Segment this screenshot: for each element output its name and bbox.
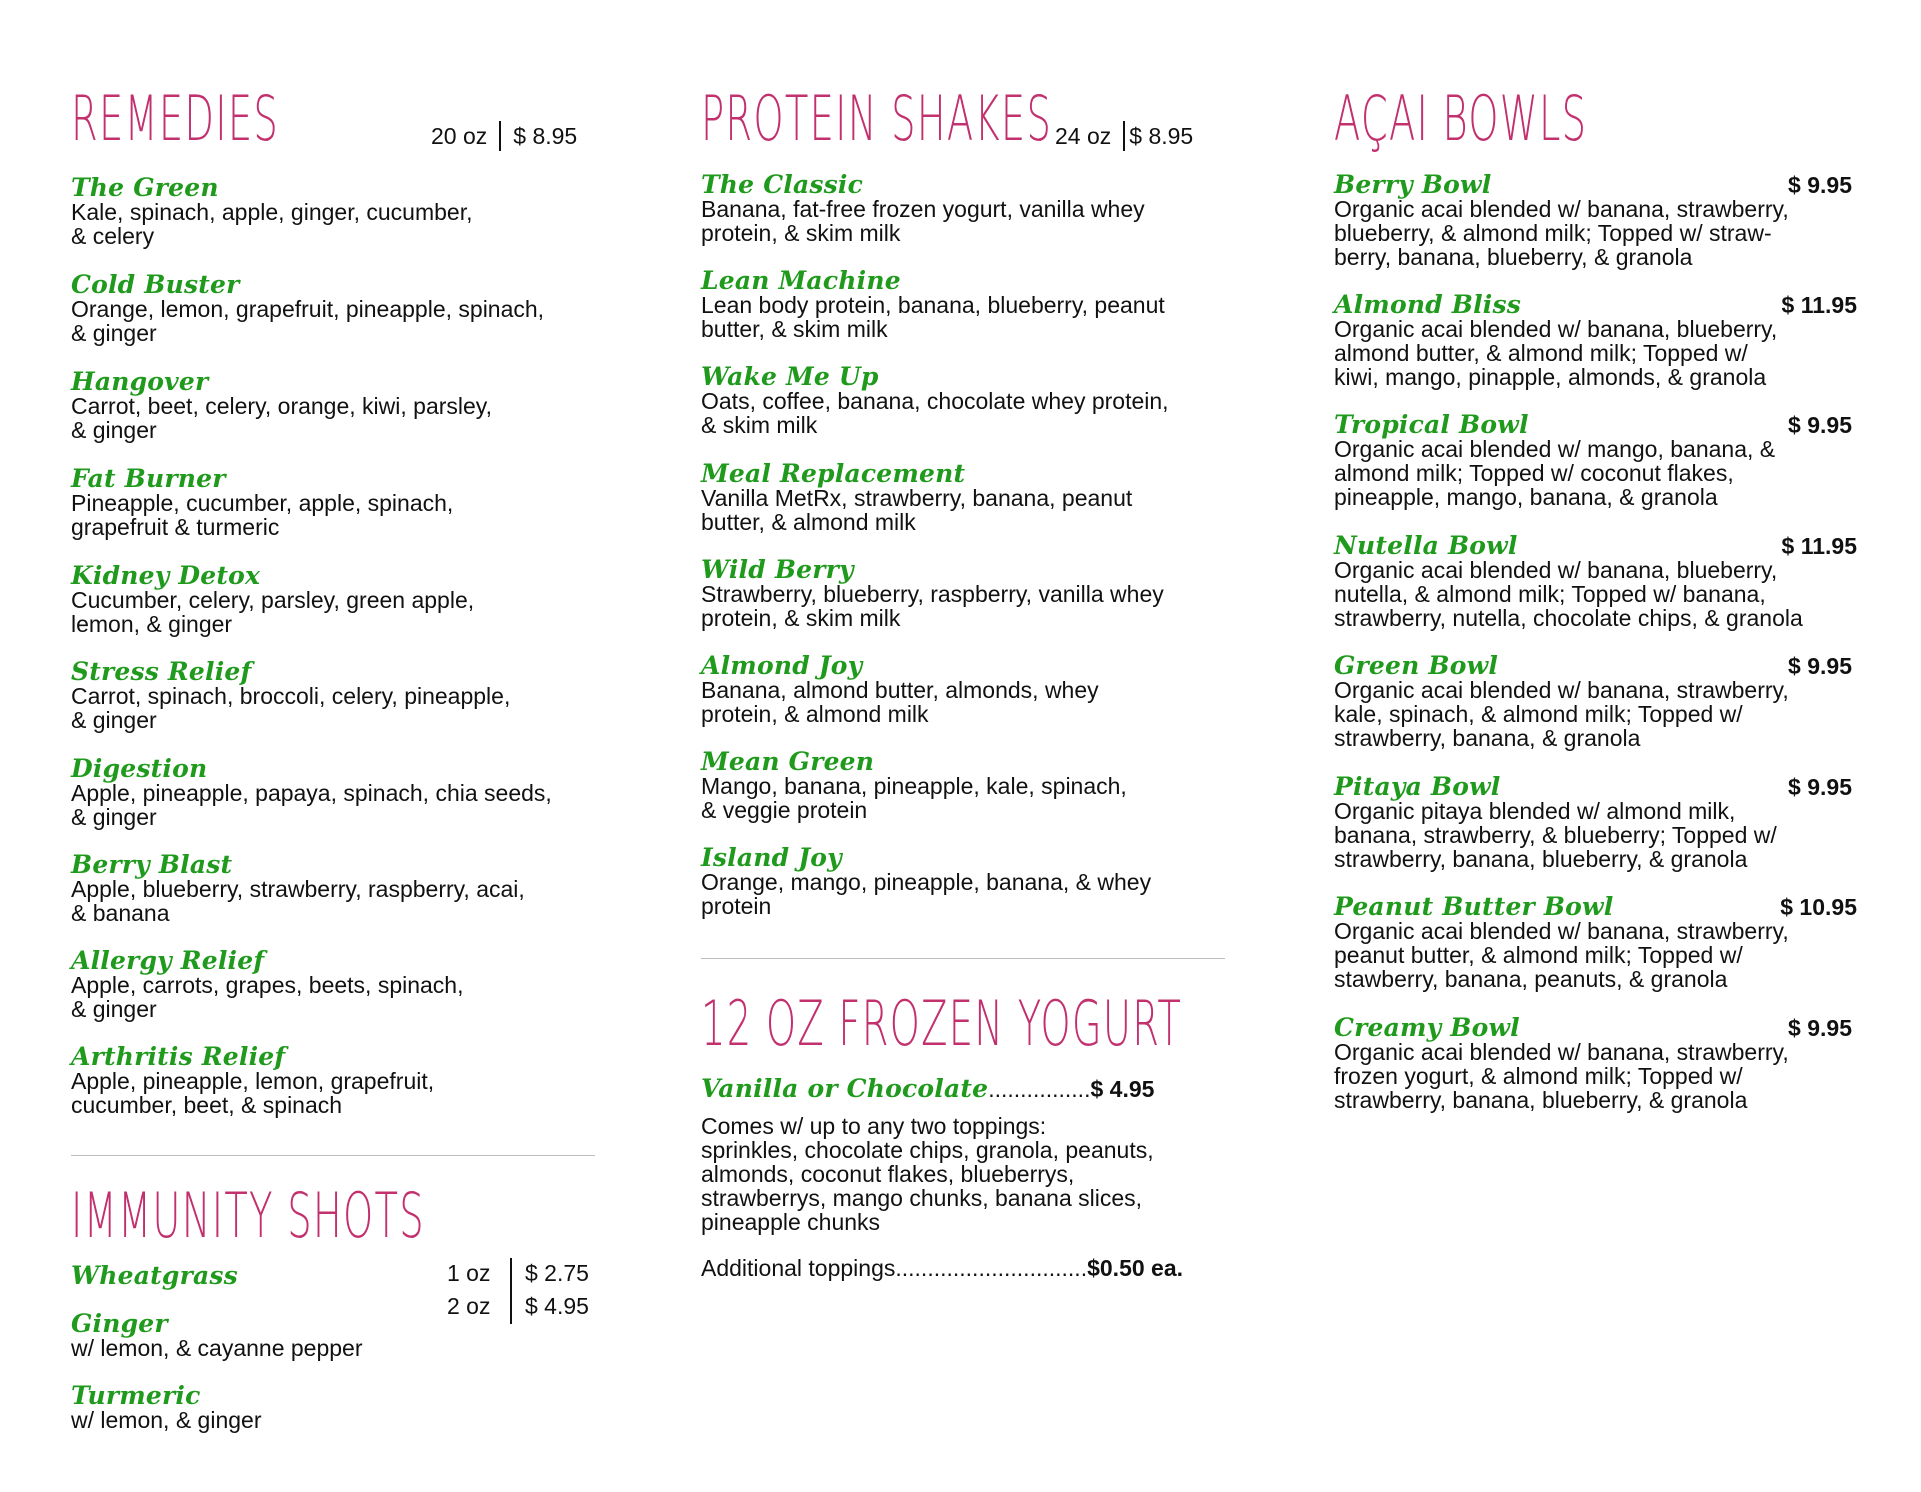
bowl-desc: Organic acai blended w/ banana, strawberry, peanut butter, & almond milk; Topped w/ stawberry, banana, peanuts, & granola bbox=[1334, 918, 1789, 992]
remedy-item bbox=[71, 563, 591, 636]
bowl-item bbox=[1334, 292, 1857, 389]
bowl-price: $ 9.95 bbox=[1788, 172, 1852, 198]
bowl-item bbox=[1334, 1015, 1852, 1112]
remedy-name: Digestion bbox=[71, 754, 208, 783]
additional-toppings-row bbox=[701, 1255, 1183, 1282]
immunity-title: IMMUNITY SHOTS bbox=[71, 1179, 425, 1252]
remedy-item bbox=[71, 852, 591, 925]
immunity-price-1: $ 2.75 bbox=[525, 1260, 589, 1286]
remedies-separator bbox=[499, 121, 501, 151]
acai-title: AÇAI BOWLS bbox=[1334, 82, 1588, 155]
shot-name: Turmeric bbox=[71, 1381, 201, 1410]
remedy-item bbox=[71, 948, 591, 1021]
shake-desc: Banana, almond butter, almonds, whey protein, & almond milk bbox=[701, 677, 1099, 727]
shake-desc: Banana, fat-free frozen yogurt, vanilla whey protein, & skim milk bbox=[701, 196, 1145, 246]
bowl-name: Almond Bliss bbox=[1334, 290, 1522, 319]
shake-name: Island Joy bbox=[701, 843, 842, 872]
shake-name: Lean Machine bbox=[701, 266, 901, 295]
bowl-item bbox=[1334, 894, 1857, 991]
immunity-size-1: 1 oz bbox=[447, 1260, 491, 1286]
remedy-desc: Apple, pineapple, papaya, spinach, chia seeds, & ginger bbox=[71, 780, 552, 830]
bowl-name: Pitaya Bowl bbox=[1334, 772, 1501, 801]
remedy-desc: Apple, pineapple, lemon, grapefruit, cucumber, beet, & spinach bbox=[71, 1068, 435, 1118]
remedy-name: Allergy Relief bbox=[71, 946, 265, 975]
remedy-name: Fat Burner bbox=[71, 464, 226, 493]
shake-desc: Orange, mango, pineapple, banana, & whey protein bbox=[701, 869, 1152, 919]
shake-name: Meal Replacement bbox=[701, 459, 966, 488]
additional-toppings-price: $0.50 ea. bbox=[1087, 1255, 1184, 1281]
bowl-name: Creamy Bowl bbox=[1334, 1013, 1520, 1042]
remedy-item bbox=[71, 272, 591, 345]
remedies-price: $ 8.95 bbox=[513, 122, 578, 149]
shake-item bbox=[701, 749, 1221, 822]
remedy-desc: Apple, blueberry, strawberry, raspberry, acai, & banana bbox=[71, 876, 525, 926]
additional-toppings-label: Additional toppings bbox=[701, 1255, 896, 1281]
bowl-price: $ 9.95 bbox=[1788, 774, 1852, 800]
remedy-name: Arthritis Relief bbox=[71, 1042, 286, 1071]
remedy-desc: Orange, lemon, grapefruit, pineapple, spinach, & ginger bbox=[71, 296, 545, 346]
yogurt-toppings-text: Comes w/ up to any two toppings: sprinkles, chocolate chips, granola, peanuts, almonds, coconut flakes, blueberrys, strawberrys, mango chunks, banana slices, pineapple chunks bbox=[701, 1113, 1154, 1235]
remedy-item bbox=[71, 756, 591, 829]
protein-title: PROTEIN SHAKES bbox=[701, 82, 1053, 155]
yogurt-item-dots: ................ bbox=[988, 1076, 1091, 1102]
remedy-name: Kidney Detox bbox=[71, 561, 261, 590]
shake-desc: Strawberry, blueberry, raspberry, vanilla whey protein, & skim milk bbox=[701, 581, 1164, 631]
yogurt-item-row bbox=[701, 1076, 1154, 1103]
bowl-price: $ 11.95 bbox=[1781, 292, 1857, 318]
additional-toppings-dots: .............................. bbox=[895, 1255, 1088, 1281]
remedies-size: 20 oz bbox=[431, 122, 488, 149]
shake-name: Mean Green bbox=[701, 747, 875, 776]
shake-item bbox=[701, 268, 1221, 341]
bowl-item bbox=[1334, 653, 1852, 750]
remedy-name: Berry Blast bbox=[71, 850, 233, 879]
remedy-name: The Green bbox=[71, 173, 219, 202]
remedy-desc: Cucumber, celery, parsley, green apple, lemon, & ginger bbox=[71, 587, 475, 637]
shake-item bbox=[701, 461, 1221, 534]
immunity-size-2: 2 oz bbox=[447, 1293, 491, 1319]
shake-name: Wake Me Up bbox=[701, 362, 879, 391]
shot-desc: w/ lemon, & cayanne pepper bbox=[71, 1335, 363, 1361]
shake-item bbox=[701, 364, 1221, 437]
shot-item bbox=[71, 1311, 591, 1360]
remedy-item bbox=[71, 369, 591, 442]
shake-desc: Vanilla MetRx, strawberry, banana, peanut butter, & almond milk bbox=[701, 485, 1133, 535]
shake-item bbox=[701, 845, 1221, 918]
bowl-price: $ 9.95 bbox=[1788, 653, 1852, 679]
shake-item bbox=[701, 172, 1221, 245]
protein-price: $ 8.95 bbox=[1129, 122, 1194, 149]
bowl-name: Berry Bowl bbox=[1334, 170, 1492, 199]
yogurt-item-name: Vanilla or Chocolate bbox=[701, 1074, 989, 1103]
bowl-desc: Organic acai blended w/ banana, strawberry, kale, spinach, & almond milk; Topped w/ strawberry, banana, & granola bbox=[1334, 677, 1789, 751]
protein-size-price bbox=[1055, 121, 1193, 151]
shot-name: Ginger bbox=[71, 1309, 168, 1338]
bowl-item bbox=[1334, 412, 1852, 509]
remedy-desc: Carrot, spinach, broccoli, celery, pineapple, & ginger bbox=[71, 683, 511, 733]
remedy-item bbox=[71, 1044, 591, 1117]
protein-size: 24 oz bbox=[1055, 122, 1112, 149]
bowl-name: Green Bowl bbox=[1334, 651, 1499, 680]
remedy-item bbox=[71, 659, 591, 732]
bowl-item bbox=[1334, 774, 1852, 871]
bowl-price: $ 9.95 bbox=[1788, 1015, 1852, 1041]
remedy-desc: Carrot, beet, celery, orange, kiwi, parsley, & ginger bbox=[71, 393, 492, 443]
bowl-name: Peanut Butter Bowl bbox=[1334, 892, 1614, 921]
remedy-desc: Kale, spinach, apple, ginger, cucumber, & celery bbox=[71, 199, 473, 249]
shake-name: Almond Joy bbox=[701, 651, 863, 680]
bowl-desc: Organic acai blended w/ banana, strawberry, frozen yogurt, & almond milk; Topped w/ strawberry, banana, blueberry, & granola bbox=[1334, 1039, 1789, 1113]
shake-item bbox=[701, 653, 1221, 726]
remedies-divider bbox=[71, 1155, 595, 1156]
bowl-name: Nutella Bowl bbox=[1334, 531, 1518, 560]
shot-name: Wheatgrass bbox=[71, 1261, 238, 1290]
bowl-item bbox=[1334, 172, 1852, 269]
shake-desc: Lean body protein, banana, blueberry, peanut butter, & skim milk bbox=[701, 292, 1165, 342]
shake-name: Wild Berry bbox=[701, 555, 854, 584]
bowl-desc: Organic acai blended w/ banana, blueberry, almond butter, & almond milk; Topped w/ kiwi, mango, pinapple, almonds, & granola bbox=[1334, 316, 1778, 390]
remedy-desc: Apple, carrots, grapes, beets, spinach, & ginger bbox=[71, 972, 464, 1022]
remedy-item bbox=[71, 175, 591, 248]
immunity-price-2: $ 4.95 bbox=[525, 1293, 589, 1319]
bowl-price: $ 9.95 bbox=[1788, 412, 1852, 438]
bowl-desc: Organic pitaya blended w/ almond milk, banana, strawberry, & blueberry; Topped w/ strawberry, banana, blueberry, & granola bbox=[1334, 798, 1777, 872]
remedy-item bbox=[71, 466, 591, 539]
shake-item bbox=[701, 557, 1221, 630]
shake-name: The Classic bbox=[701, 170, 864, 199]
yogurt-item-price: $ 4.95 bbox=[1090, 1076, 1155, 1102]
shot-item bbox=[71, 1263, 591, 1288]
remedy-name: Hangover bbox=[71, 367, 209, 396]
bowl-desc: Organic acai blended w/ banana, blueberry, nutella, & almond milk; Topped w/ banana, strawberry, nutella, chocolate chips, & granola bbox=[1334, 557, 1803, 631]
protein-separator bbox=[1123, 121, 1125, 151]
shake-desc: Mango, banana, pineapple, kale, spinach, & veggie protein bbox=[701, 773, 1127, 823]
remedy-name: Stress Relief bbox=[71, 657, 252, 686]
remedies-title: REMEDIES bbox=[71, 82, 280, 155]
bowl-price: $ 11.95 bbox=[1781, 533, 1857, 559]
bowl-price: $ 10.95 bbox=[1780, 894, 1857, 920]
yogurt-title: 12 OZ FROZEN YOGURT bbox=[701, 987, 1183, 1060]
remedies-size-price bbox=[431, 121, 577, 151]
shot-desc: w/ lemon, & ginger bbox=[71, 1407, 262, 1433]
remedy-name: Cold Buster bbox=[71, 270, 240, 299]
bowl-desc: Organic acai blended w/ banana, strawberry, blueberry, & almond milk; Topped w/ straw- berry, banana, blueberry, & granola bbox=[1334, 196, 1789, 270]
shot-item bbox=[71, 1383, 591, 1432]
bowl-desc: Organic acai blended w/ mango, banana, & almond milk; Topped w/ coconut flakes, pineapple, mango, banana, & granola bbox=[1334, 436, 1776, 510]
remedy-desc: Pineapple, cucumber, apple, spinach, grapefruit & turmeric bbox=[71, 490, 454, 540]
protein-divider bbox=[701, 958, 1225, 959]
shake-desc: Oats, coffee, banana, chocolate whey protein, & skim milk bbox=[701, 388, 1169, 438]
bowl-name: Tropical Bowl bbox=[1334, 410, 1529, 439]
bowl-item bbox=[1334, 533, 1857, 630]
